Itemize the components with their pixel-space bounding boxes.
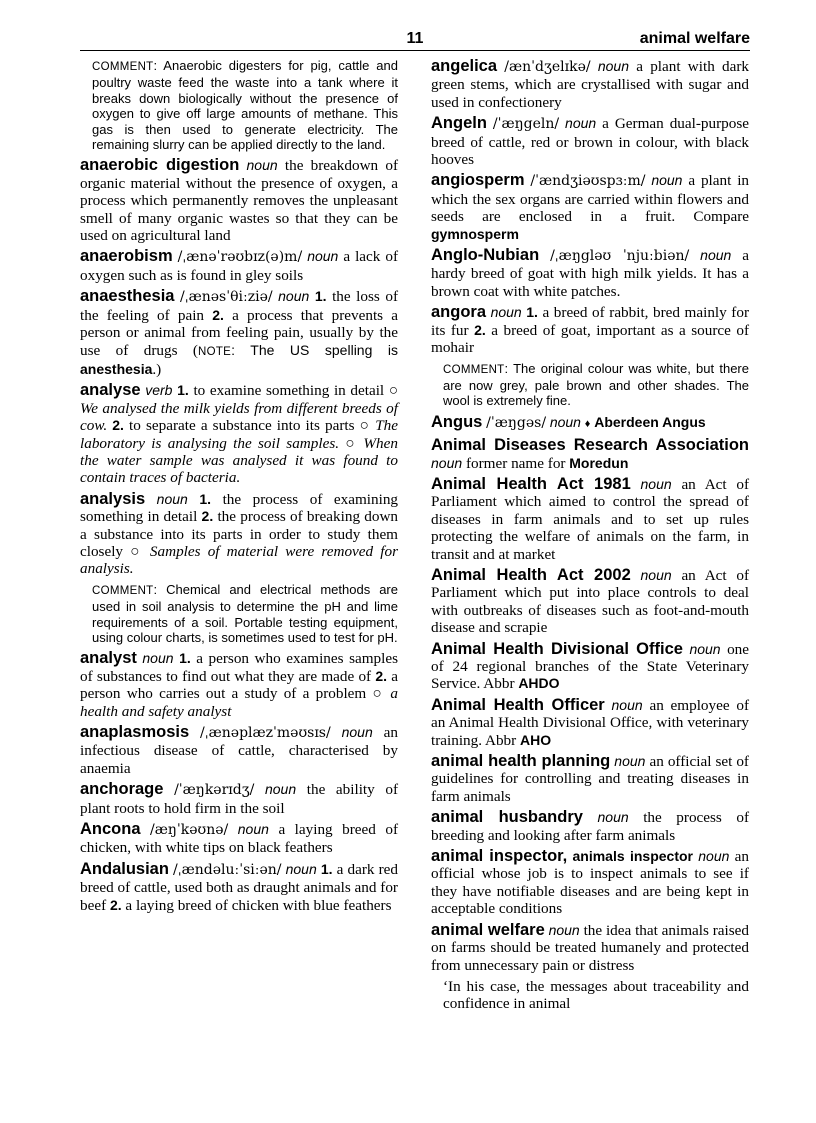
part-of-speech: noun [431,454,463,471]
dictionary-entry [431,641,749,693]
example: Samples of material were removed for analysis. [80,542,399,578]
example-separator: ○ [345,434,358,452]
headword: anaplasmosis [80,723,190,742]
dictionary-entry [431,414,749,433]
definition: a hardy breed of goat with high milk yields. It has a brown coat with white patches. [431,247,750,300]
cross-reference: gymnosperm [431,225,519,242]
definition: to examine something in detail [193,382,385,400]
note-text: : The US spelling is [231,341,399,358]
page-header [80,30,750,50]
headword: animal health planning [431,752,611,771]
definition: a plant in which the sex organs are carried within flowers and seeds are enclosed in a fruit. Compare [431,172,750,226]
sense-number: 2. [474,321,486,338]
part-of-speech: noun [490,304,522,321]
part-of-speech: noun [246,157,278,174]
part-of-speech: noun [307,248,339,265]
headword: animal inspector, [431,847,568,866]
example-separator: ○ [372,685,385,703]
headword: Ancona [80,820,141,839]
headword: Andalusian [80,859,169,878]
pronunciation: /ˌænəsˈθiːziə/ [180,289,273,306]
dictionary-entry [80,288,398,378]
definition: the idea that animals raised on farms should be treated humanely and protected from unnecessary pain or distress [431,921,749,974]
pronunciation: /ænˈdʒelɪkə/ [504,59,591,75]
example-separator: ○ [359,417,371,435]
definition: the process of breeding and looking after farm animals [431,809,750,844]
dictionary-entry [80,491,398,578]
part-of-speech: noun [341,724,373,741]
part-of-speech: noun [689,640,721,657]
part-of-speech: noun [651,172,683,189]
headword: Animal Health Act 2002 [431,565,631,584]
part-of-speech: verb [145,382,173,399]
definition: one of 24 regional branches of the State Veterinary Service. Abbr [431,640,750,693]
part-of-speech: noun [142,650,174,667]
definition: a laying breed of chicken, with white tips on black feathers [80,821,399,857]
cross-reference: AHO [520,731,552,748]
pronunciation: /ˈæŋgəs/ [486,414,547,431]
definition: an infectious disease of cattle, characterised by anaemia [80,724,399,777]
part-of-speech: noun [264,781,297,798]
dictionary-entry [80,821,398,857]
headword: anaerobism [80,247,173,266]
dictionary-entry [80,248,398,284]
comment-block: COMMENT: The original colour was white, but there are now grey, pale brown and other shades. The wool is extremely fine. [443,360,749,409]
part-of-speech: noun [640,475,672,492]
definition: a German dual-purpose breed of cattle, red or brown in colour, with black hooves [431,115,749,169]
definition: a breed of goat, important as a source of mohair [431,321,750,357]
definition: an employee of an Animal Health Divisional Office, with veterinary training. Abbr [431,696,750,749]
part-of-speech: noun [597,809,629,826]
part-of-speech: noun [640,566,672,583]
headword: animal husbandry [431,808,583,827]
part-of-speech: noun [597,58,630,74]
headword: anaesthesia [80,287,175,306]
headword: animal welfare [431,920,545,939]
headword: analyse [80,381,141,400]
definition: the loss of the feeling of pain [80,288,398,324]
pronunciation: /æŋˈkəʊnə/ [150,822,229,839]
right-column [431,58,749,1013]
headword: Animal Health Officer [431,695,605,714]
dictionary-entry [80,157,398,244]
dictionary-entry [431,58,749,111]
headword: anchorage [80,780,164,799]
definition: a plant with dark green stems, which are crystallised with sugar and used in confectionery [431,58,750,111]
dictionary-entry [431,753,749,805]
definition: an official set of guidelines for controlling and treating diseases in farm animals [431,753,749,805]
cross-reference: anesthesia [80,360,153,377]
pronunciation: /ˌænəplæzˈməʊsɪs/ [200,725,331,742]
header-rule [80,50,750,51]
definition: a person who examines samples of substances to find out what they are made of [80,650,398,685]
sense-number: 1. [179,650,191,667]
sense-number: 1. [526,304,538,321]
pronunciation: /ˈændʒiəʊspɜːm/ [530,173,646,190]
pronunciation: /ˌænəˈrəʊbɪz(ə)m/ [177,249,303,266]
sense-number: 1. [199,490,212,507]
part-of-speech: noun [614,753,646,770]
headword: angelica [431,57,498,75]
cross-reference: AHDO [518,675,560,692]
dictionary-entry [431,115,749,168]
definition: the process of examining something in detail [80,490,399,526]
example: We analysed the milk yields from different breeds of cow. [80,399,398,435]
sense-number: 2. [112,417,124,434]
running-head: animal welfare [639,30,750,47]
headword: Animal Health Act 1981 [431,474,631,493]
headword: Animal Health Divisional Office [431,639,683,658]
part-of-speech: noun [698,848,730,865]
comment-block: COMMENT: Anaerobic digesters for pig, cattle and poultry waste feed the waste into a tank where it breaks down biologically without the presence of oxygen to give off large amounts of methane. This gas is then used to generate electricity. The remaining slurry can be applied directly to the land. [92,58,398,153]
page-number: 11 [406,30,424,47]
definition: the process of breaking down a substance into its parts in order to study them closely [80,508,399,560]
left-column [80,58,398,918]
dictionary-entry [431,476,749,563]
headword: anaerobic digestion [80,156,240,175]
variant-headword: animals inspector [572,848,693,865]
part-of-speech: noun [549,413,581,430]
example-separator: ○ [388,382,398,400]
dictionary-entry [80,650,398,720]
definition: a laying breed of chicken with blue feathers [125,896,392,914]
dictionary-entry [431,848,749,918]
dictionary-entry [80,781,398,817]
part-of-speech: noun [700,247,732,264]
sense-number: 1. [320,860,333,877]
dictionary-entry [80,724,398,777]
definition: an official whose job is to inspect animals to see if they have notifiable diseases and are being kept in acceptable conditions [431,848,749,918]
note-label: NOTE [197,345,232,358]
dictionary-entry [431,922,749,974]
cross-ref-arrow-icon: ♦ [584,417,591,430]
note-close: .) [152,360,162,378]
definition: the ability of plant roots to hold firm in the soil [80,781,399,817]
definition: former name for [465,454,570,472]
sense-number: 1. [177,382,189,399]
part-of-speech: noun [611,696,643,713]
dictionary-entry [431,304,749,356]
headword: Anglo-Nubian [431,246,540,265]
example-separator: ○ [130,542,143,560]
definition: an Act of Parliament which aimed to control the spread of diseases in farm animals and to set up rules protecting the welfare of animals on the farm, in transit and at market [431,475,750,563]
pronunciation: /ˈæŋkərɪdʒ/ [174,782,255,799]
citation-quote: ‘In his case, the messages about traceability and confidence in animal [443,977,749,1013]
dictionary-entry [80,382,398,486]
headword: analysis [80,489,146,508]
part-of-speech: noun [285,860,317,877]
dictionary-entry [431,437,749,472]
dictionary-entry [431,172,749,243]
part-of-speech: noun [548,921,580,938]
headword: angiosperm [431,171,525,190]
definition: a process that prevents a person or animal from feeling pain, usually by the use of drugs ( [80,306,398,359]
definition: to separate a substance into its parts [129,417,355,435]
pronunciation: /ˌæŋgləʊ ˈnjuːbiən/ [550,248,690,265]
part-of-speech: noun [565,115,597,132]
part-of-speech: noun [237,821,269,838]
sense-number: 2. [375,667,388,684]
dictionary-entry [80,861,398,914]
pronunciation: /ˈæŋgeln/ [492,116,560,133]
dictionary-entry [431,567,749,637]
part-of-speech: noun [156,490,188,507]
dictionary-entry [431,809,749,844]
cross-reference: Moredun [569,454,629,471]
sense-number: 1. [314,288,327,305]
headword: Angeln [431,114,487,133]
definition: a dark red breed of cattle, used both as draught animals and for beef [80,860,399,914]
headword: analyst [80,649,137,668]
definition: a breed of rabbit, bred mainly for its fur [431,304,749,339]
headword: angora [431,303,487,322]
dictionary-entry [431,697,749,749]
part-of-speech: noun [278,288,310,305]
sense-number: 2. [201,508,214,525]
example: a health and safety analyst [80,685,398,720]
example: When the water sample was analysed it was found to contain traces of bacteria. [80,434,398,487]
headword: Angus [431,412,483,431]
sense-number: 2. [212,306,224,323]
cross-reference: Aberdeen Angus [594,413,706,430]
definition: an Act of Parliament which put into place controls to deal with outbreaks of diseases such as foot-and-mouth disease and scrapie [431,566,750,637]
example: The laboratory is analysing the soil samples. [80,417,399,452]
definition: a lack of oxygen such as is found in gley soils [80,248,399,284]
pronunciation: /ˌændəluːˈsiːən/ [173,861,282,878]
dictionary-entry [431,247,749,300]
definition: the breakdown of organic material without the presence of oxygen, a process which permanently removes the unpleasant smell of many organic wastes so that they can be used on agricultural land [80,157,399,245]
sense-number: 2. [109,896,122,913]
headword: Animal Diseases Research Association [431,436,749,455]
definition: a person who carries out a study of a problem [80,667,399,703]
comment-block: COMMENT: Chemical and electrical methods are used in soil analysis to determine the pH and lime requirements of a soil. Portable testing equipment, using colour charts, is sometimes used to test for pH. [92,581,398,645]
